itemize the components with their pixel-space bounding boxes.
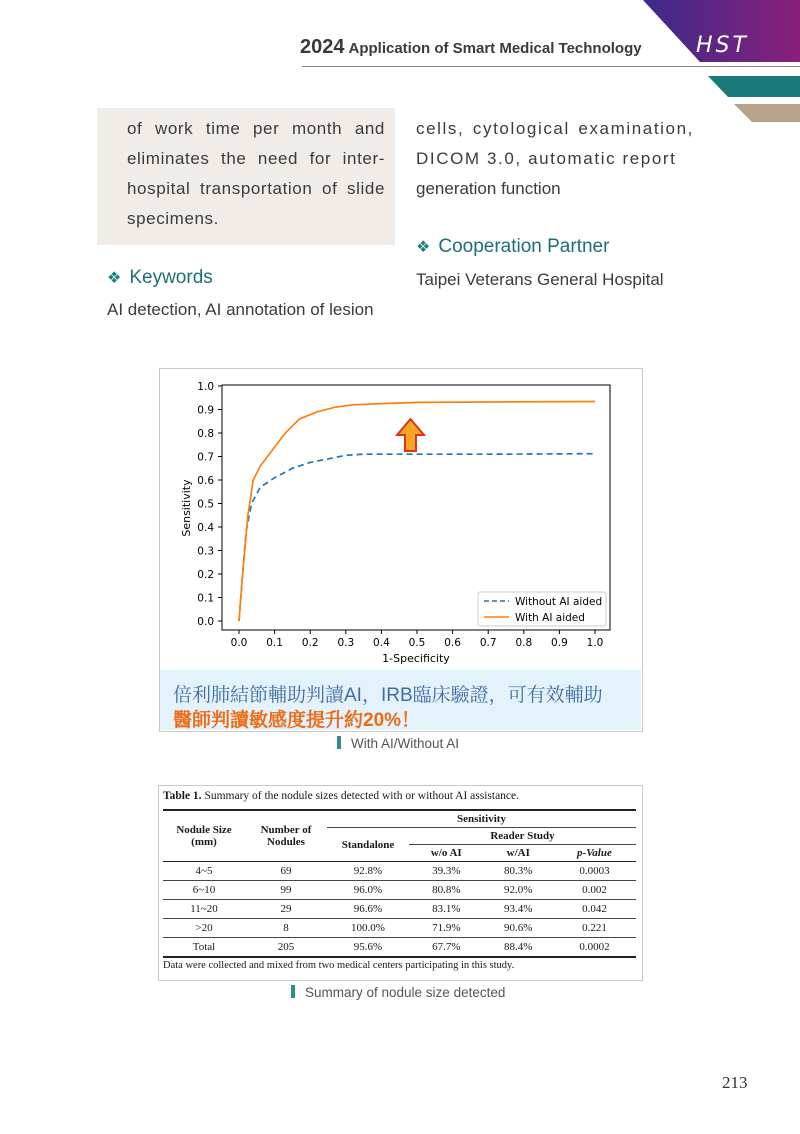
table-cell: 80.3% [484,862,553,881]
table-cell: 0.042 [553,900,636,919]
table-row [163,919,636,938]
table-cell: 4~5 [163,862,245,881]
table-title [163,790,636,802]
x-tick-label: 0.2 [301,637,319,649]
table-cell: 71.9% [409,919,484,938]
right-paragraph-end: generation function [416,179,561,198]
header-standalone: Standalone [341,838,395,851]
y-tick-label: 0.0 [197,616,214,628]
y-tick-label: 0.9 [197,404,214,417]
hst-logo: HST [696,33,749,58]
keywords-heading-text: Keywords [129,267,213,288]
y-tick-label: 0.8 [197,428,214,440]
table-cell: 83.1% [409,900,484,919]
table-cell: 92.0% [484,881,553,900]
page-number: 213 [722,1073,748,1092]
banner-line-1: 倍利肺結節輔助判讀AI，IRB臨床驗證，可有效輔助 [173,685,603,706]
y-tick-label: 0.2 [197,569,214,581]
table-title-label: Table 1. [163,790,202,802]
roc-chart [159,368,641,670]
table-footnote: Data were collected and mixed from two medical centers participating in this study. [163,960,515,971]
diamond-bullet-icon: ❖ [416,239,431,256]
table-cell: 69 [245,862,327,881]
legend-label-with-ai: With AI aided [515,612,585,624]
x-tick-label: 0.7 [479,637,497,649]
x-tick-label: 0.1 [266,637,283,649]
improvement-arrow [397,419,424,451]
header-number-of-nodules: Number of Nodules [245,810,327,862]
table-cell: 11~20 [163,900,245,919]
table-cell: 88.4% [484,938,553,958]
up-arrow-icon [397,419,424,451]
left-paragraph: of work time per month and eliminates the need for inter-hospital transportation of slide specimens. [127,119,385,228]
table-cell: 0.221 [553,919,636,938]
table-row [163,881,636,900]
caption-marker [337,736,341,749]
table-cell: 80.8% [409,881,484,900]
y-tick-label: 0.5 [197,498,214,511]
table-row [163,938,636,958]
x-tick-label: 0.6 [444,637,461,649]
y-tick-label: 0.6 [197,475,214,487]
teal-band [708,76,800,97]
header-year: 2024 [300,36,345,58]
table-caption-text: Summary of nodule size detected [305,985,506,1000]
table-cell: 95.6% [327,938,409,958]
table-cell: 8 [245,919,327,938]
legend [478,592,606,626]
caption-marker [291,985,295,998]
table-cell: 100.0% [327,919,409,938]
y-tick-label: 0.3 [197,545,214,558]
partner-heading-text: Cooperation Partner [438,236,610,257]
table-cell: >20 [163,919,245,938]
table-cell: 92.8% [327,862,409,881]
nodule-table-figure [163,790,636,971]
x-tick-label: 0.8 [515,637,533,649]
y-tick-label: 0.4 [197,522,214,534]
table-title-text: Summary of the nodule sizes detected with or without AI assistance. [204,790,520,802]
partner-text: Taipei Veterans General Hospital [416,270,664,289]
tan-band [734,104,800,122]
table-cell: 90.6% [484,919,553,938]
keywords-text: AI detection, AI annotation of lesion [107,300,374,319]
x-axis-label: 1-Specificity [382,652,450,665]
legend-label-without-ai: Without AI aided [515,596,603,608]
header-rule [302,66,800,67]
x-tick-label: 0.3 [337,637,355,649]
x-tick-label: 1.0 [586,637,604,649]
chart-caption [337,736,459,751]
table-row [163,900,636,919]
header-p-value: p-Value [577,847,612,859]
y-tick-label: 0.1 [197,592,214,605]
table-cell: 205 [245,938,327,958]
header-wo-ai: w/o AI [430,847,462,859]
header-decoration [0,0,800,125]
running-header [300,36,642,59]
table-cell: 0.0002 [553,938,636,958]
table-cell: 93.4% [484,900,553,919]
header-w-ai: w/AI [506,847,530,859]
y-tick-label: 1.0 [197,381,214,393]
table-cell: 0.0003 [553,862,636,881]
x-tick-label: 0.4 [373,637,390,649]
chart-caption-text: With AI/Without AI [351,736,460,751]
table-cell: 0.002 [553,881,636,900]
diamond-bullet-icon: ❖ [107,270,122,287]
table-cell: Total [163,938,245,958]
cooperation-partner-heading [416,236,609,258]
header-title-text: Application of Smart Medical Technology [348,40,642,57]
table-cell: 6~10 [163,881,245,900]
y-tick-label: 0.7 [197,451,214,464]
x-tick-label: 0.5 [408,637,426,649]
nodule-size-table [163,809,636,958]
table-cell: 29 [245,900,327,919]
table-cell: 96.6% [327,900,409,919]
table-cell: 67.7% [409,938,484,958]
y-axis-label: Sensitivity [180,479,193,537]
keywords-heading [107,267,213,289]
table-cell: 99 [245,881,327,900]
banner-line-2: 醫師判讀敏感度提升約20%！ [173,710,421,731]
x-tick-label: 0.9 [551,637,568,649]
right-paragraph-spaced: cells, cytological examination, DICOM 3.0, automatic report [416,119,694,168]
table-caption [291,985,505,1000]
right-paragraph [416,114,694,204]
table-cell: 96.0% [327,881,409,900]
header-sensitivity: Sensitivity [327,810,636,828]
header-nodule-size: Nodule Size (mm) [163,810,245,862]
header-reader-study: Reader Study [409,828,636,845]
x-tick-label: 0.0 [230,637,248,649]
table-cell: 39.3% [409,862,484,881]
table-row [163,862,636,881]
